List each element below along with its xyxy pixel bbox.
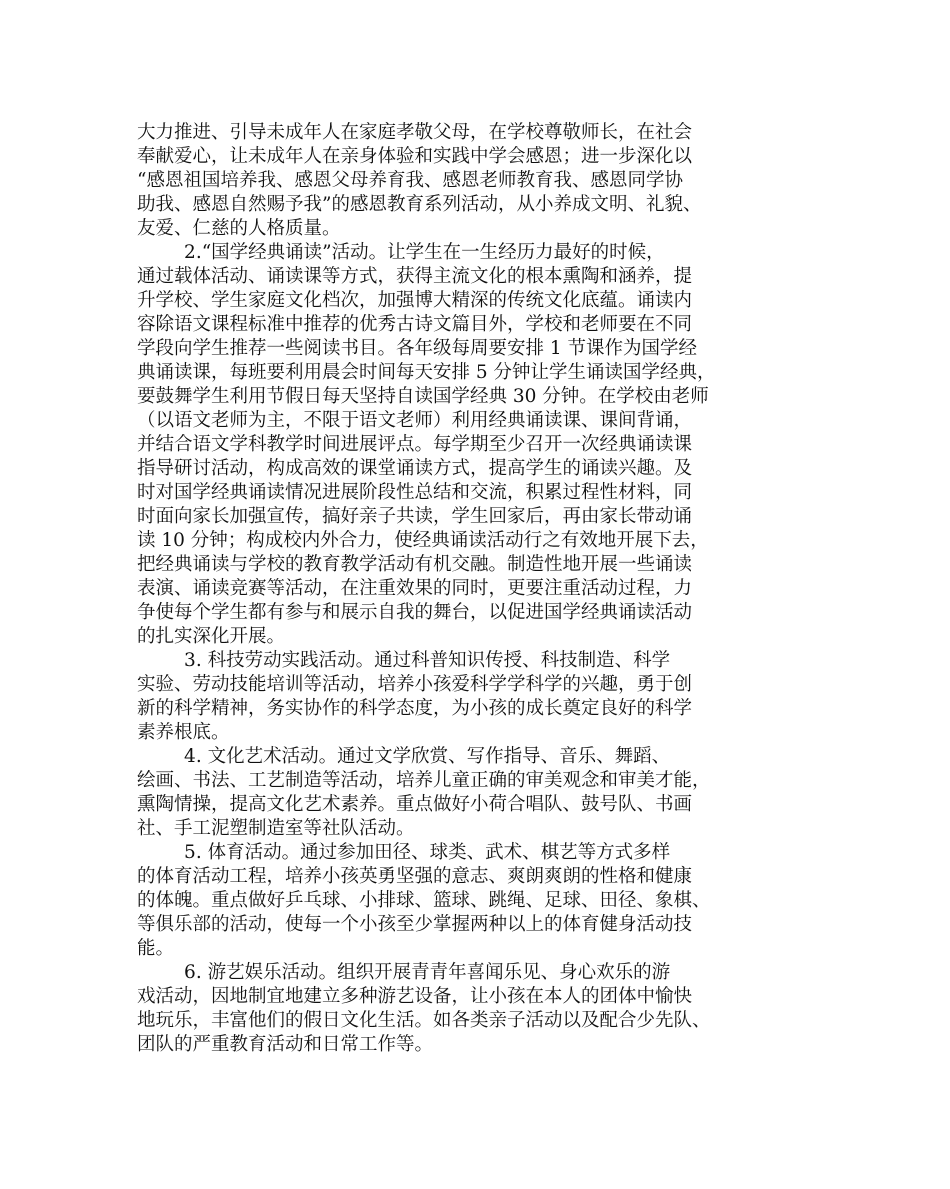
- text-line: “感恩祖国培养我、感恩父母养育我、感恩老师教育我、感恩同学协: [137, 170, 683, 191]
- text-line: 升学校、学生家庭文化档次，加强博大精深的传统文化底蕴。诵读内: [137, 290, 693, 311]
- document-page: [137, 121, 817, 1057]
- text-line: 友爱、仁慈的人格质量。: [137, 218, 341, 239]
- text-line: 的体育活动工程，培养小孩英勇坚强的意志、爽朗爽朗的性格和健康: [137, 866, 693, 887]
- text-line: 实验、劳动技能培训等活动，培养小孩爱科学学科学的兴趣，勇于创: [137, 674, 693, 695]
- text-line: 等俱乐部的活动，使每一个小孩至少掌握两种以上的体育健身活动技: [137, 914, 693, 935]
- text-line: 4. 文化艺术活动。通过文学欣赏、写作指导、音乐、舞蹈、: [137, 746, 671, 767]
- text-line: 2.“国学经典诵读”活动。让学生在一生经历力最好的时候，: [137, 242, 665, 263]
- text-line: 学段向学生推荐一些阅读书目。各年级每周要安排 1 节课作为国学经: [137, 338, 698, 359]
- text-line: 争使每个学生都有参与和展示自我的舞台，以促进国学经典诵读活动: [137, 602, 693, 623]
- text-line: 时面向家长加强宣传，搞好亲子共读，学生回家后，再由家长带动诵: [137, 506, 693, 527]
- text-line: 社、手工泥塑制造室等社队活动。: [137, 818, 415, 839]
- text-line: 6. 游艺娱乐活动。组织开展青青年喜闻乐见、身心欢乐的游: [137, 962, 671, 983]
- text-line: 新的科学精神，务实协作的科学态度，为小孩的成长奠定良好的科学: [137, 698, 693, 719]
- text-line: 3. 科技劳动实践活动。通过科普知识传授、科技制造、科学: [137, 650, 671, 671]
- text-line: 读 10 分钟；构成校内外合力，使经典诵读活动行之有效地开展下去，: [137, 530, 709, 551]
- text-line: 的体魄。重点做好乒乓球、小排球、篮球、跳绳、足球、田径、象棋、: [137, 890, 711, 911]
- text-line: 通过载体活动、诵读课等方式，获得主流文化的根本熏陶和涵养，提: [137, 266, 693, 287]
- text-line: 熏陶情操，提高文化艺术素养。重点做好小荷合唱队、鼓号队、书画: [137, 794, 693, 815]
- text-line: 奉献爱心，让未成年人在亲身体验和实践中学会感恩；进一步深化以: [137, 146, 693, 167]
- text-line: 戏活动，因地制宜地建立多种游艺设备，让小孩在本人的团体中愉快: [137, 986, 693, 1007]
- text-line: 要鼓舞学生利用节假日每天坚持自读国学经典 30 分钟。在学校由老师: [137, 386, 709, 407]
- text-line: 的扎实深化开展。: [137, 626, 286, 647]
- text-line: 素养根底。: [137, 722, 230, 743]
- text-line: 团队的严重教育活动和日常工作等。: [137, 1034, 434, 1055]
- text-line: 5. 体育活动。通过参加田径、球类、武术、棋艺等方式多样: [137, 842, 671, 863]
- text-line: 大力推进、引导未成年人在家庭孝敬父母，在学校尊敬师长，在社会: [137, 122, 693, 143]
- text-line: 能。: [137, 938, 175, 959]
- text-line: 把经典诵读与学校的教育教学活动有机交融。制造性地开展一些诵读: [137, 554, 693, 575]
- text-line: 表演、诵读竞赛等活动，在注重效果的同时，更要注重活动过程，力: [137, 578, 693, 599]
- text-line: 助我、感恩自然赐予我”的感恩教育系列活动，从小养成文明、礼貌、: [137, 194, 702, 215]
- text-line: 指导研讨活动，构成高效的课堂诵读方式，提高学生的诵读兴趣。及: [137, 458, 693, 479]
- text-line: 并结合语文学科教学时间进展评点。每学期至少召开一次经典诵读课: [137, 434, 693, 455]
- text-line: （以语文老师为主，不限于语文老师）利用经典诵读课、课间背诵，: [137, 410, 693, 431]
- text-line: 地玩乐，丰富他们的假日文化生活。如各类亲子活动以及配合少先队、: [137, 1010, 711, 1031]
- text-line: 时对国学经典诵读情况进展阶段性总结和交流，积累过程性材料，同: [137, 482, 693, 503]
- text-line: 绘画、书法、工艺制造等活动，培养儿童正确的审美观念和审美才能，: [137, 770, 711, 791]
- text-line: 典诵读课，每班要利用晨会时间每天安排 5 分钟让学生诵读国学经典，: [137, 362, 716, 383]
- text-line: 容除语文课程标准中推荐的优秀古诗文篇目外，学校和老师要在不同: [137, 314, 693, 335]
